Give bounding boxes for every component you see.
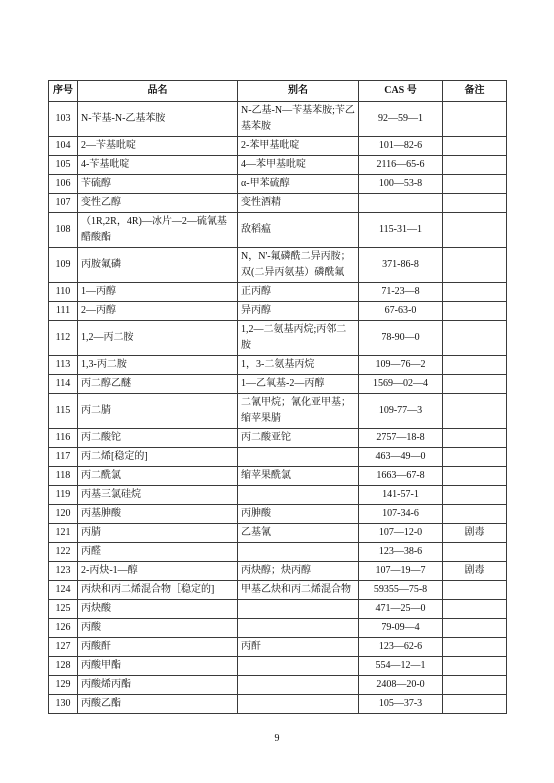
row-number-cell: 122 xyxy=(49,543,78,562)
alias-name-cell: 2-苯甲基吡啶 xyxy=(238,137,359,156)
alias-name-cell: N，N'-氟磷酰二异丙胺；双(二异丙氨基）磷酰氟 xyxy=(238,248,359,283)
table-row xyxy=(49,156,507,175)
table-row xyxy=(49,619,507,638)
row-number-cell: 118 xyxy=(49,467,78,486)
product-name-cell: 丙醛 xyxy=(78,543,238,562)
table-row xyxy=(49,102,507,137)
product-name-cell: 丙二酰氯 xyxy=(78,467,238,486)
cas-number-cell xyxy=(359,194,443,213)
table-row xyxy=(49,543,507,562)
cas-number-cell: 463—49—0 xyxy=(359,448,443,467)
alias-name-cell: 1，3-二氨基丙烷 xyxy=(238,356,359,375)
cas-number-cell: 107—19—7 xyxy=(359,562,443,581)
alias-name-cell xyxy=(238,676,359,695)
cas-number-cell: 92—59—1 xyxy=(359,102,443,137)
table-row xyxy=(49,486,507,505)
table-row xyxy=(49,248,507,283)
alias-name-cell: 丙胂酸 xyxy=(238,505,359,524)
row-number-cell: 119 xyxy=(49,486,78,505)
table-row xyxy=(49,302,507,321)
product-name-cell: 丙二醇乙醚 xyxy=(78,375,238,394)
row-number-cell: 103 xyxy=(49,102,78,137)
cas-number-cell: 59355—75-8 xyxy=(359,581,443,600)
row-number-cell: 130 xyxy=(49,695,78,714)
cas-number-cell: 107—12-0 xyxy=(359,524,443,543)
row-number-cell: 109 xyxy=(49,248,78,283)
row-number-cell: 113 xyxy=(49,356,78,375)
remark-cell xyxy=(443,619,507,638)
row-number-cell: 123 xyxy=(49,562,78,581)
remark-cell xyxy=(443,356,507,375)
product-name-cell: 丙二酸铊 xyxy=(78,429,238,448)
table-row xyxy=(49,524,507,543)
product-name-cell: 2—丙醇 xyxy=(78,302,238,321)
table-row xyxy=(49,321,507,356)
remark-cell xyxy=(443,213,507,248)
alias-name-cell: 变性酒精 xyxy=(238,194,359,213)
product-name-cell: 丙炔酸 xyxy=(78,600,238,619)
row-number-cell: 129 xyxy=(49,676,78,695)
cas-number-cell: 123—62-6 xyxy=(359,638,443,657)
row-number-cell: 116 xyxy=(49,429,78,448)
product-name-cell: 4-苄基吡啶 xyxy=(78,156,238,175)
product-name-cell: 1,3-丙二胺 xyxy=(78,356,238,375)
cas-number-cell: 1663—67-8 xyxy=(359,467,443,486)
table-row xyxy=(49,175,507,194)
alias-name-cell xyxy=(238,619,359,638)
row-number-cell: 126 xyxy=(49,619,78,638)
alias-name-cell: 乙基氰 xyxy=(238,524,359,543)
table-row xyxy=(49,429,507,448)
product-name-cell: 丙基胂酸 xyxy=(78,505,238,524)
cas-number-cell: 105—37-3 xyxy=(359,695,443,714)
cas-number-cell: 79-09—4 xyxy=(359,619,443,638)
remark-cell xyxy=(443,137,507,156)
alias-name-cell: 丙酐 xyxy=(238,638,359,657)
remark-cell xyxy=(443,248,507,283)
cas-number-cell: 78-90—0 xyxy=(359,321,443,356)
cas-number-cell: 115-31—1 xyxy=(359,213,443,248)
table-row xyxy=(49,581,507,600)
cas-number-cell: 141-57-1 xyxy=(359,486,443,505)
row-number-cell: 104 xyxy=(49,137,78,156)
cas-number-cell: 67-63-0 xyxy=(359,302,443,321)
remark-cell xyxy=(443,467,507,486)
row-number-cell: 110 xyxy=(49,283,78,302)
table-row xyxy=(49,375,507,394)
alias-name-cell: 丙炔醇；炔丙醇 xyxy=(238,562,359,581)
remark-cell xyxy=(443,375,507,394)
alias-name-cell xyxy=(238,543,359,562)
row-number-cell: 124 xyxy=(49,581,78,600)
product-name-cell: 变性乙醇 xyxy=(78,194,238,213)
remark-cell xyxy=(443,486,507,505)
cas-number-cell: 471—25—0 xyxy=(359,600,443,619)
cas-number-cell: 554—12—1 xyxy=(359,657,443,676)
table-row xyxy=(49,600,507,619)
product-name-cell: 丙酸酐 xyxy=(78,638,238,657)
page-number: 9 xyxy=(274,733,280,744)
product-name-cell: 1,2—丙二胺 xyxy=(78,321,238,356)
chemical-list-table xyxy=(48,80,507,714)
row-number-cell: 121 xyxy=(49,524,78,543)
remark-cell xyxy=(443,194,507,213)
row-number-cell: 108 xyxy=(49,213,78,248)
alias-name-cell xyxy=(238,600,359,619)
product-name-cell: N-苄基-N-乙基苯胺 xyxy=(78,102,238,137)
row-number-cell: 111 xyxy=(49,302,78,321)
alias-name-cell: 甲基乙炔和丙二烯混合物 xyxy=(238,581,359,600)
table-row xyxy=(49,194,507,213)
alias-name-cell xyxy=(238,695,359,714)
table-row xyxy=(49,505,507,524)
alias-name-cell: 丙二酸亚铊 xyxy=(238,429,359,448)
remark-cell xyxy=(443,448,507,467)
header-cas-number: CAS 号 xyxy=(359,81,443,102)
product-name-cell: 2—苄基吡啶 xyxy=(78,137,238,156)
cas-number-cell: 100—53-8 xyxy=(359,175,443,194)
row-number-cell: 105 xyxy=(49,156,78,175)
alias-name-cell: 敌稻瘟 xyxy=(238,213,359,248)
product-name-cell: 苄硫醇 xyxy=(78,175,238,194)
cas-number-cell: 109-77—3 xyxy=(359,394,443,429)
cas-number-cell: 371-86-8 xyxy=(359,248,443,283)
table-row xyxy=(49,467,507,486)
alias-name-cell: N-乙基-N—苄基苯胺;苄乙基苯胺 xyxy=(238,102,359,137)
cas-number-cell: 1569—02—4 xyxy=(359,375,443,394)
row-number-cell: 125 xyxy=(49,600,78,619)
remark-cell: 剧毒 xyxy=(443,524,507,543)
remark-cell xyxy=(443,657,507,676)
product-name-cell: （1R,2R，4R)—冰片—2—硫氰基醋酸酯 xyxy=(78,213,238,248)
row-number-cell: 117 xyxy=(49,448,78,467)
remark-cell: 剧毒 xyxy=(443,562,507,581)
row-number-cell: 106 xyxy=(49,175,78,194)
cas-number-cell: 2116—65-6 xyxy=(359,156,443,175)
cas-number-cell: 101—82-6 xyxy=(359,137,443,156)
table-body xyxy=(49,102,507,714)
product-name-cell: 丙酸甲酯 xyxy=(78,657,238,676)
remark-cell xyxy=(443,676,507,695)
product-name-cell: 丙酸乙酯 xyxy=(78,695,238,714)
cas-number-cell: 2408—20-0 xyxy=(359,676,443,695)
table-row xyxy=(49,283,507,302)
remark-cell xyxy=(443,102,507,137)
remark-cell xyxy=(443,156,507,175)
alias-name-cell: 1—乙氧基-2—丙醇 xyxy=(238,375,359,394)
table-row xyxy=(49,137,507,156)
alias-name-cell xyxy=(238,657,359,676)
row-number-cell: 112 xyxy=(49,321,78,356)
row-number-cell: 128 xyxy=(49,657,78,676)
cas-number-cell: 123—38-6 xyxy=(359,543,443,562)
table-row xyxy=(49,695,507,714)
cas-number-cell: 2757—18-8 xyxy=(359,429,443,448)
row-number-cell: 107 xyxy=(49,194,78,213)
alias-name-cell: α-甲苯硫醇 xyxy=(238,175,359,194)
remark-cell xyxy=(443,321,507,356)
alias-name-cell: 1,2—二氨基丙烷;丙邻二胺 xyxy=(238,321,359,356)
alias-name-cell: 4—苯甲基吡啶 xyxy=(238,156,359,175)
remark-cell xyxy=(443,543,507,562)
remark-cell xyxy=(443,505,507,524)
header-row-number: 序号 xyxy=(49,81,78,102)
product-name-cell: 2-丙炔-1—醇 xyxy=(78,562,238,581)
table-row xyxy=(49,676,507,695)
remark-cell xyxy=(443,175,507,194)
remark-cell xyxy=(443,695,507,714)
header-row xyxy=(49,81,507,102)
cas-number-cell: 109—76—2 xyxy=(359,356,443,375)
alias-name-cell xyxy=(238,448,359,467)
product-name-cell: 丙胺氟磷 xyxy=(78,248,238,283)
header-remark: 备注 xyxy=(443,81,507,102)
table-row xyxy=(49,394,507,429)
product-name-cell: 丙炔和丙二烯混合物［稳定的] xyxy=(78,581,238,600)
row-number-cell: 114 xyxy=(49,375,78,394)
row-number-cell: 115 xyxy=(49,394,78,429)
table-row xyxy=(49,638,507,657)
remark-cell xyxy=(443,283,507,302)
product-name-cell: 1—丙醇 xyxy=(78,283,238,302)
table-row xyxy=(49,213,507,248)
product-name-cell: 丙二腈 xyxy=(78,394,238,429)
row-number-cell: 127 xyxy=(49,638,78,657)
row-number-cell: 120 xyxy=(49,505,78,524)
alias-name-cell xyxy=(238,486,359,505)
table-row xyxy=(49,356,507,375)
product-name-cell: 丙二烯[稳定的] xyxy=(78,448,238,467)
remark-cell xyxy=(443,600,507,619)
alias-name-cell: 正丙醇 xyxy=(238,283,359,302)
header-alias-name: 别名 xyxy=(238,81,359,102)
remark-cell xyxy=(443,302,507,321)
alias-name-cell: 缩苹果酰氯 xyxy=(238,467,359,486)
table-row xyxy=(49,657,507,676)
cas-number-cell: 107-34-6 xyxy=(359,505,443,524)
product-name-cell: 丙腈 xyxy=(78,524,238,543)
remark-cell xyxy=(443,394,507,429)
header-product-name: 品名 xyxy=(78,81,238,102)
alias-name-cell: 二氰甲烷；氰化亚甲基；缩苹果腈 xyxy=(238,394,359,429)
remark-cell xyxy=(443,581,507,600)
cas-number-cell: 71-23—8 xyxy=(359,283,443,302)
alias-name-cell: 异丙醇 xyxy=(238,302,359,321)
product-name-cell: 丙酸烯丙酯 xyxy=(78,676,238,695)
table-row xyxy=(49,448,507,467)
remark-cell xyxy=(443,429,507,448)
remark-cell xyxy=(443,638,507,657)
product-name-cell: 丙酸 xyxy=(78,619,238,638)
table-row xyxy=(49,562,507,581)
product-name-cell: 丙基三氯硅烷 xyxy=(78,486,238,505)
table-header xyxy=(49,81,507,102)
